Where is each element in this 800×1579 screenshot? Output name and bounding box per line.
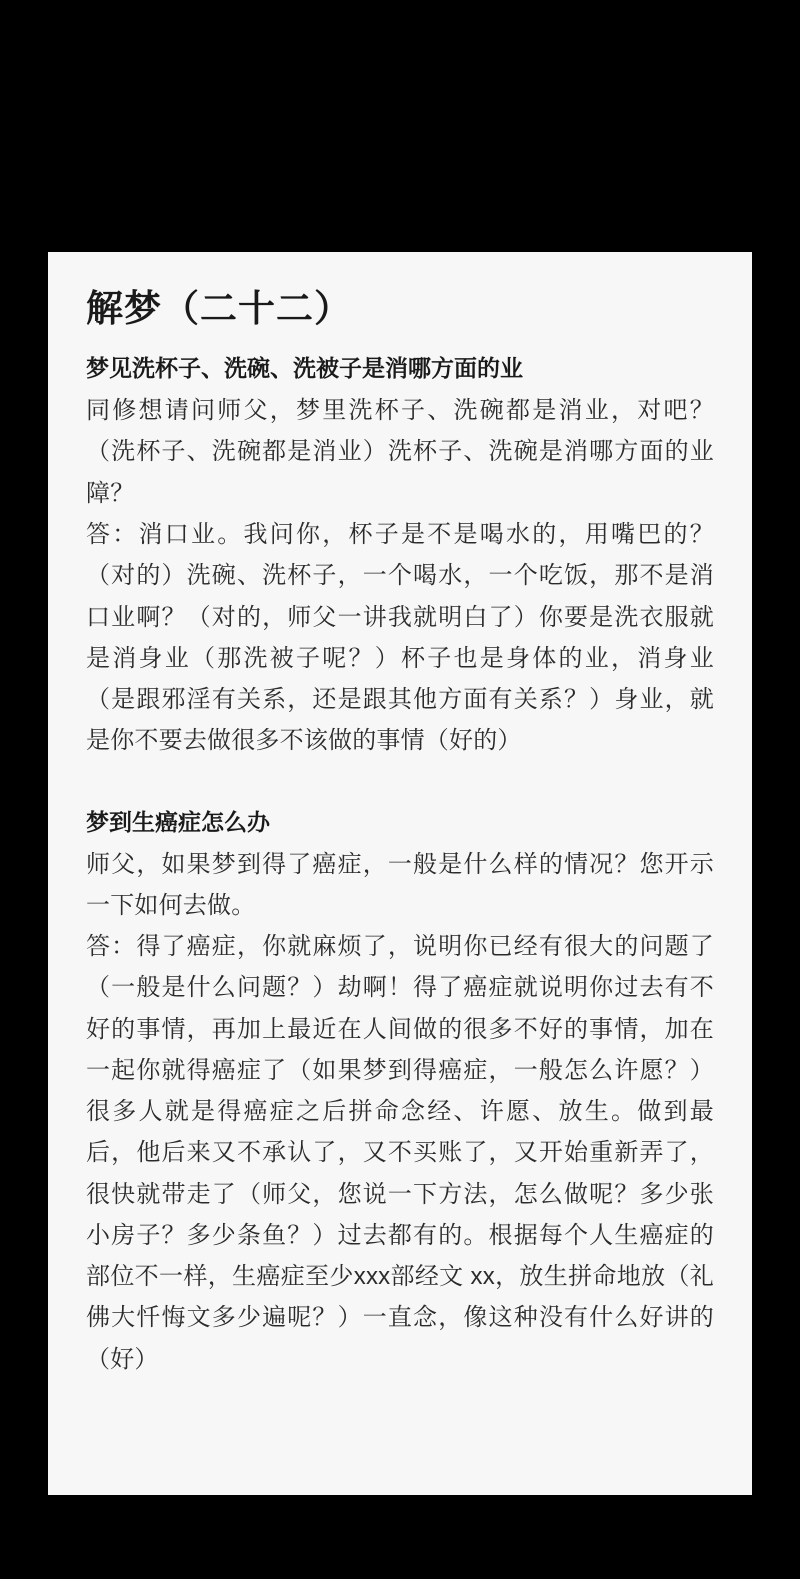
document-page [48, 252, 752, 1495]
section-question: 师父，如果梦到得了癌症，一般是什么样的情况？您开示一下如何去做。 [86, 850, 714, 919]
section-dream-washing [86, 350, 714, 761]
section-answer: 答：消口业。我问你，杯子是不是喝水的，用嘴巴的？（对的）洗碗、洗杯子，一个喝水，一个吃饭，那不是消口业啊？（对的，师父一讲我就明白了）你要是洗衣服就是消身业（那洗被子呢？）杯子也是身体的业，消身业（是跟邪淫有关系，还是跟其他方面有关系？）身业，就是你不要去做很多不该做的事情（好的） [86, 520, 714, 755]
page-title: 解梦（二十二） [86, 288, 352, 329]
section-divider [86, 770, 714, 804]
section-answer: 答：得了癌症，你就麻烦了，说明你已经有很大的问题了（一般是什么问题？）劫啊！得了癌症就说明你过去有不好的事情，再加上最近在人间做的很多不好的事情，加在一起你就得癌症了（如果梦到得癌症，一般怎么许愿？）很多人就是得癌症之后拼命念经、许愿、放生。做到最后，他后来又不承认了，又不买账了，又开始重新弄了，很快就带走了（师父，您说一下方法，怎么做呢？多少张小房子？多少条鱼？）过去都有的。根据每个人生癌症的部位不一样，生癌症至少xxx部经文 xx，放生拼命地放（礼佛大忏悔文多少遍呢？）一直念，像这种没有什么好讲的（好） [86, 933, 714, 1373]
section-question: 同修想请问师父，梦里洗杯子、洗碗都是消业，对吧？（洗杯子、洗碗都是消业）洗杯子、洗碗是消哪方面的业障？ [86, 397, 714, 507]
section-heading: 梦到生癌症怎么办 [86, 808, 270, 835]
section-heading: 梦见洗杯子、洗碗、洗被子是消哪方面的业 [86, 355, 523, 382]
section-dream-cancer [86, 804, 714, 1380]
